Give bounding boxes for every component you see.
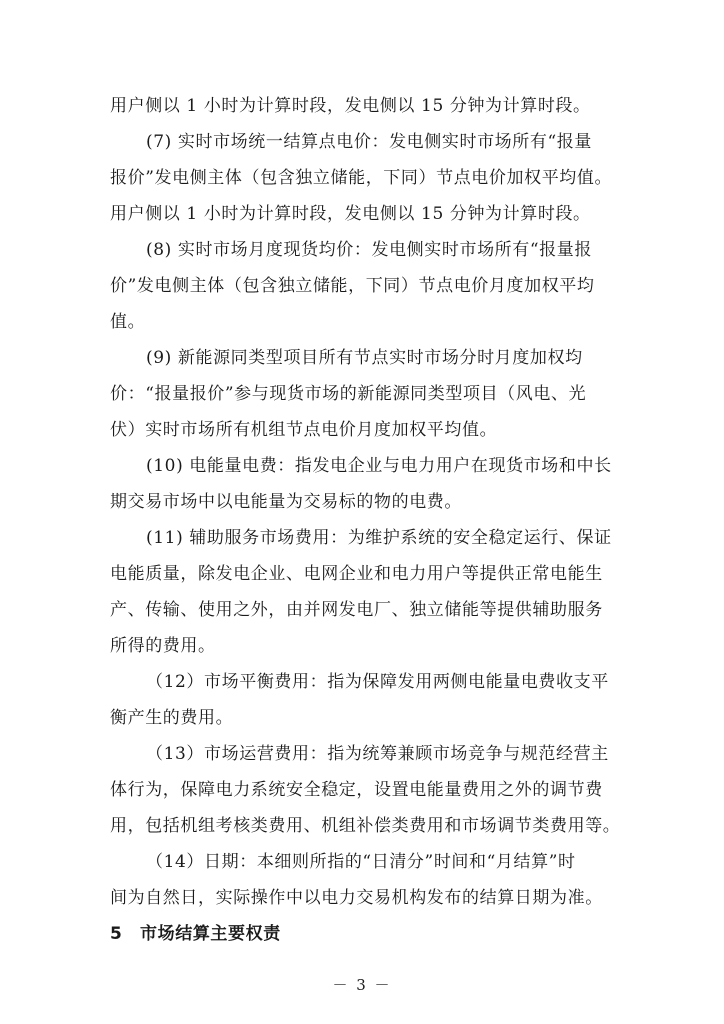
paragraph-line: 电能质量，除发电企业、电网企业和电力用户等提供正常电能生 — [110, 564, 603, 584]
paragraph-line: (7) 实时市场统一结算点电价：发电侧实时市场所有“报量 — [146, 132, 592, 152]
paragraph-line: 衡产生的费用。 — [110, 708, 234, 728]
paragraph-line: （13）市场运营费用：指为统筹兼顾市场竞争与规范经营主 — [146, 744, 609, 764]
paragraph-line: 报价”发电侧主体（包含独立储能，下同）节点电价加权平均值。 — [110, 168, 613, 188]
paragraph-line: 期交易市场中以电能量为交易标的物的电费。 — [110, 492, 462, 512]
paragraph-line: 伏）实时市场所有机组节点电价月度加权平均值。 — [110, 420, 498, 440]
paragraph-line: （12）市场平衡费用：指为保障发用两侧电能量电费收支平 — [146, 672, 609, 692]
paragraph-line: (10) 电能量电费：指发电企业与电力用户在现货市场和中长 — [146, 456, 612, 476]
paragraph-line: (11) 辅助服务市场费用：为维护系统的安全稳定运行、保证 — [146, 528, 612, 548]
paragraph-line: 值。 — [110, 312, 146, 332]
paragraph-line: 所得的费用。 — [110, 636, 216, 656]
paragraph-line: (9) 新能源同类型项目所有节点实时市场分时月度加权均 — [146, 348, 583, 368]
paragraph-line: 产、传输、使用之外，由并网发电厂、独立储能等提供辅助服务 — [110, 600, 603, 620]
section-heading: 5 市场结算主要权责 — [110, 924, 281, 944]
paragraph-line: （14）日期：本细则所指的“日清分”时间和“月结算”时 — [146, 852, 576, 872]
paragraph-line: (8) 实时市场月度现货均价：发电侧实时市场所有“报量报 — [146, 240, 592, 260]
paragraph-line: 价：“报量报价”参与现货市场的新能源同类型项目（风电、光 — [110, 384, 587, 404]
paragraph-line: 价”发电侧主体（包含独立储能，下同）节点电价月度加权平均 — [110, 276, 595, 296]
paragraph-line: 体行为，保障电力系统安全稳定，设置电能量费用之外的调节费 — [110, 780, 603, 800]
paragraph-line: 用，包括机组考核类费用、机组补偿类费用和市场调节类费用等。 — [110, 816, 621, 836]
paragraph-line: 用户侧以 1 小时为计算时段，发电侧以 15 分钟为计算时段。 — [110, 204, 591, 224]
paragraph-line: 间为自然日，实际操作中以电力交易机构发布的结算日期为准。 — [110, 888, 603, 908]
page-number: － 3 － — [332, 976, 392, 994]
paragraph-line: 用户侧以 1 小时为计算时段，发电侧以 15 分钟为计算时段。 — [110, 96, 591, 116]
